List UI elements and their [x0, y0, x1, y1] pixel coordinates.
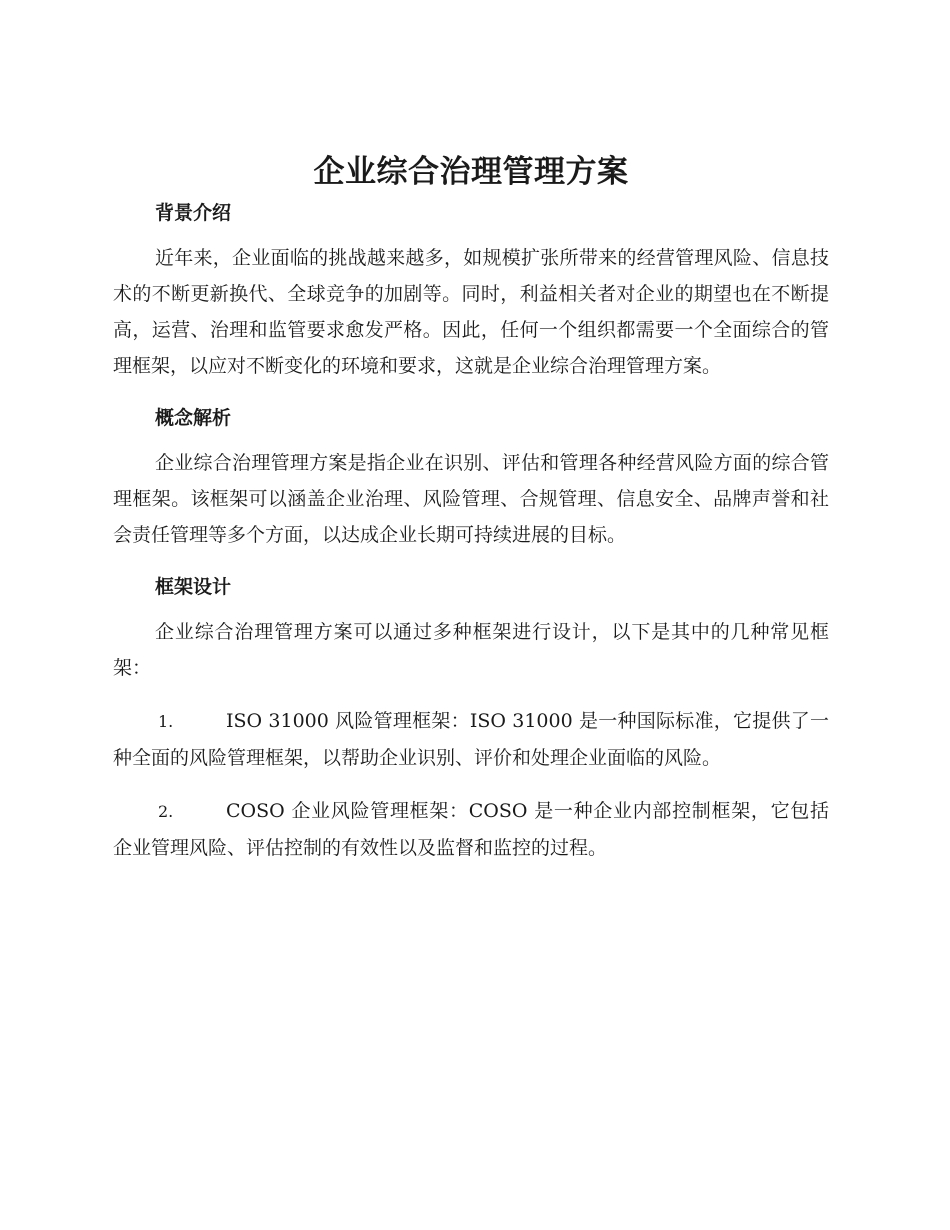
list-item-number: 1.	[158, 712, 174, 731]
document-page	[113, 150, 829, 883]
section-paragraph: 近年来，企业面临的挑战越来越多，如规模扩张所带来的经营管理风险、信息技术的不断更新换代、全球竞争的加剧等。同时，利益相关者对企业的期望也在不断提高，运营、治理和监管要求愈发严格。因此，任何一个组织都需要一个全面综合的管理框架，以应对不断变化的环境和要求，这就是企业综合治理管理方案。	[113, 247, 829, 377]
document-title: 企业综合治理管理方案	[313, 154, 629, 190]
list-item-text: COSO 企业风险管理框架：COSO 是一种企业内部控制框架，它包括企业管理风险、评估控制的有效性以及监督和监控的过程。	[113, 800, 829, 859]
section-heading: 背景介绍	[155, 202, 232, 224]
list-item-number: 2.	[158, 802, 174, 821]
list-item-text: ISO 31000 风险管理框架：ISO 31000 是一种国际标准，它提供了一种全面的风险管理框架，以帮助企业识别、评价和处理企业面临的风险。	[113, 710, 829, 769]
list-item	[113, 703, 829, 776]
section-paragraph: 企业综合治理管理方案是指企业在识别、评估和管理各种经营风险方面的综合管理框架。该框架可以涵盖企业治理、风险管理、合规管理、信息安全、品牌声誉和社会责任管理等多个方面，以达成企业长期可持续进展的目标。	[113, 452, 829, 546]
list-item	[113, 793, 829, 866]
section-paragraph: 企业综合治理管理方案可以通过多种框架进行设计，以下是其中的几种常见框架：	[113, 621, 829, 679]
section-concept	[113, 401, 829, 553]
section-background	[113, 196, 829, 384]
section-heading: 框架设计	[155, 576, 232, 598]
section-heading: 概念解析	[155, 407, 232, 429]
section-framework	[113, 570, 829, 866]
